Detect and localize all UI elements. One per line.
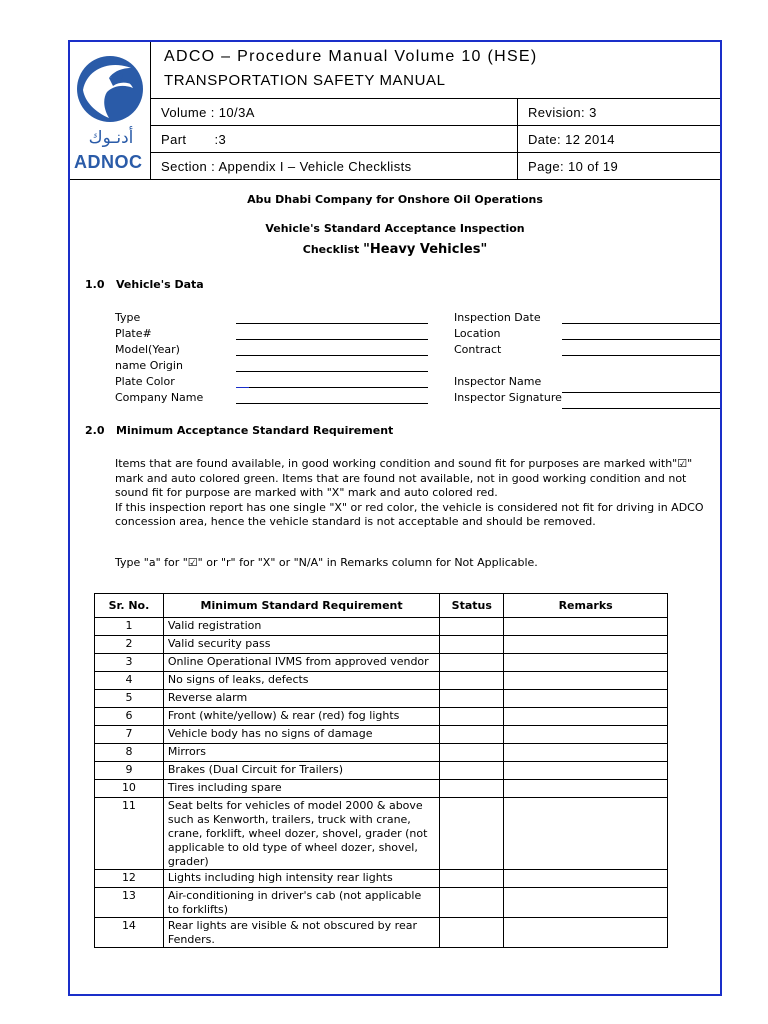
row-sr-number: 5: [95, 690, 164, 708]
checklist-subtitle-main: "Heavy Vehicles": [363, 242, 488, 257]
field-label-type: Type: [115, 311, 141, 324]
header-divider: [150, 98, 720, 99]
table-row: [95, 654, 668, 672]
manual-title: ADCO – Procedure Manual Volume 10 (HSE): [164, 48, 538, 65]
plate-input-line[interactable]: [236, 339, 428, 340]
row-remarks-cell[interactable]: [504, 762, 668, 780]
row-sr-number: 6: [95, 708, 164, 726]
row-requirement: Rear lights are visible & not obscured by rear Fenders.: [163, 918, 439, 948]
row-remarks-cell[interactable]: [504, 672, 668, 690]
row-status-cell[interactable]: [440, 690, 504, 708]
column-header-remarks: Remarks: [504, 594, 668, 618]
table-row: [95, 870, 668, 888]
section-2-title: Minimum Acceptance Standard Requirement: [116, 424, 394, 437]
table-row: [95, 672, 668, 690]
row-remarks-cell[interactable]: [504, 798, 668, 870]
row-remarks-cell[interactable]: [504, 636, 668, 654]
row-requirement: Mirrors: [163, 744, 439, 762]
row-requirement: Valid registration: [163, 618, 439, 636]
field-label-inspector-signature: Inspector Signature: [454, 391, 562, 404]
column-header-requirement: Minimum Standard Requirement: [163, 594, 439, 618]
company-input-line[interactable]: [236, 403, 428, 404]
header-column-divider: [517, 98, 518, 179]
table-row: [95, 636, 668, 654]
row-requirement: Brakes (Dual Circuit for Trailers): [163, 762, 439, 780]
instructions-paragraph: [115, 457, 715, 530]
checklist-body: [95, 618, 668, 948]
section-field: Section : Appendix I – Vehicle Checklists: [161, 159, 412, 174]
page-number-field: Page: 10 of 19: [528, 159, 619, 174]
row-sr-number: 8: [95, 744, 164, 762]
table-row: [95, 690, 668, 708]
row-remarks-cell[interactable]: [504, 726, 668, 744]
section-1-title: Vehicle's Data: [116, 278, 204, 291]
row-sr-number: 13: [95, 888, 164, 918]
row-sr-number: 3: [95, 654, 164, 672]
field-label-contract: Contract: [454, 343, 502, 356]
row-remarks-cell[interactable]: [504, 918, 668, 948]
row-remarks-cell[interactable]: [504, 744, 668, 762]
row-requirement: Online Operational IVMS from approved vendor: [163, 654, 439, 672]
table-row: [95, 798, 668, 870]
row-requirement: Air-conditioning in driver's cab (not applicable to forklifts): [163, 888, 439, 918]
inspection-date-input-line[interactable]: [562, 323, 720, 324]
table-row: [95, 726, 668, 744]
row-status-cell[interactable]: [440, 672, 504, 690]
row-sr-number: 1: [95, 618, 164, 636]
row-requirement: Seat belts for vehicles of model 2000 & above such as Kenworth, trailers, truck with crane, crane, forklift, wheel dozer, shovel, grader (not applicable to old type of wheel dozer, shovel, grader): [163, 798, 439, 870]
field-label-plate-color: Plate Color: [115, 375, 175, 388]
logo-arabic-text: أدنـوك: [88, 128, 134, 148]
contract-input-line[interactable]: [562, 355, 720, 356]
table-row: [95, 744, 668, 762]
field-label-location: Location: [454, 327, 501, 340]
header-divider: [150, 152, 720, 153]
column-header-sr: Sr. No.: [95, 594, 164, 618]
field-label-inspector-name: Inspector Name: [454, 375, 542, 388]
row-status-cell[interactable]: [440, 762, 504, 780]
volume-field: Volume : 10/3A: [161, 105, 255, 120]
row-status-cell[interactable]: [440, 726, 504, 744]
document-page: [68, 40, 722, 996]
row-requirement: Front (white/yellow) & rear (red) fog lights: [163, 708, 439, 726]
row-sr-number: 4: [95, 672, 164, 690]
table-row: [95, 708, 668, 726]
part-field: Part :3: [161, 132, 227, 147]
section-1-number: 1.0: [85, 278, 105, 291]
row-status-cell[interactable]: [440, 798, 504, 870]
row-requirement: Vehicle body has no signs of damage: [163, 726, 439, 744]
checklist-title: Vehicle's Standard Acceptance Inspection: [265, 222, 525, 235]
field-label-origin: name Origin: [115, 359, 183, 372]
company-name: Abu Dhabi Company for Onshore Oil Operations: [247, 193, 543, 206]
inspector-signature-input-line[interactable]: [562, 408, 720, 409]
date-field: Date: 12 2014: [528, 132, 615, 147]
logo-wordmark: ADNOC: [74, 152, 143, 172]
row-status-cell[interactable]: [440, 780, 504, 798]
falcon-logo-icon: [73, 52, 147, 126]
table-row: [95, 618, 668, 636]
row-sr-number: 14: [95, 918, 164, 948]
table-header-row: [95, 594, 668, 618]
inspector-name-input-line[interactable]: [562, 392, 720, 393]
row-remarks-cell[interactable]: [504, 888, 668, 918]
header-divider: [150, 125, 720, 126]
model-input-line[interactable]: [236, 355, 428, 356]
column-header-status: Status: [440, 594, 504, 618]
origin-input-line[interactable]: [236, 371, 428, 372]
table-row: [95, 780, 668, 798]
revision-field: Revision: 3: [528, 105, 597, 120]
inspection-checklist-table: [94, 593, 668, 948]
row-sr-number: 12: [95, 870, 164, 888]
table-row: [95, 762, 668, 780]
row-requirement: Lights including high intensity rear lights: [163, 870, 439, 888]
checklist-subtitle: [70, 238, 720, 257]
row-requirement: Valid security pass: [163, 636, 439, 654]
row-status-cell[interactable]: [440, 870, 504, 888]
row-requirement: Reverse alarm: [163, 690, 439, 708]
manual-subtitle: TRANSPORTATION SAFETY MANUAL: [164, 72, 446, 89]
instructions-typing-note: Type "a" for "☑" or "r" for "X" or "N/A" in Remarks column for Not Applicable.: [115, 556, 538, 569]
row-requirement: Tires including spare: [163, 780, 439, 798]
instructions-rejection: If this inspection report has one single "X" or red color, the vehicle is considered not fit for driving in ADCO concession area, hence the vehicle standard is not acceptable and should be removed.: [115, 500, 704, 528]
row-status-cell[interactable]: [440, 708, 504, 726]
field-label-plate: Plate#: [115, 327, 152, 340]
row-remarks-cell[interactable]: [504, 654, 668, 672]
row-status-cell[interactable]: [440, 636, 504, 654]
section-2-number: 2.0: [85, 424, 105, 437]
table-row: [95, 888, 668, 918]
row-status-cell[interactable]: [440, 618, 504, 636]
row-remarks-cell[interactable]: [504, 780, 668, 798]
checklist-subtitle-prefix: Checklist: [302, 243, 364, 256]
row-sr-number: 2: [95, 636, 164, 654]
plate-color-cursor: [236, 387, 249, 388]
row-sr-number: 9: [95, 762, 164, 780]
field-label-model: Model(Year): [115, 343, 180, 356]
row-remarks-cell[interactable]: [504, 690, 668, 708]
row-status-cell[interactable]: [440, 744, 504, 762]
field-label-inspection-date: Inspection Date: [454, 311, 541, 324]
row-status-cell[interactable]: [440, 654, 504, 672]
row-sr-number: 10: [95, 780, 164, 798]
table-row: [95, 918, 668, 948]
row-remarks-cell[interactable]: [504, 708, 668, 726]
field-label-company: Company Name: [115, 391, 204, 404]
row-status-cell[interactable]: [440, 918, 504, 948]
row-sr-number: 7: [95, 726, 164, 744]
row-remarks-cell[interactable]: [504, 618, 668, 636]
location-input-line[interactable]: [562, 339, 720, 340]
header-divider: [70, 179, 720, 180]
adnoc-logo: [70, 42, 151, 179]
type-input-line[interactable]: [236, 323, 428, 324]
row-status-cell[interactable]: [440, 888, 504, 918]
instructions-marking: Items that are found available, in good working condition and sound fit for purposes are marked with"☑" mark and auto colored green. Items that are found not available, not in good working condition and not sound fit for purpose are marked with "X" mark and auto colored red.: [115, 457, 693, 499]
plate-color-input-line[interactable]: [236, 387, 428, 388]
document-header: [70, 42, 720, 179]
row-sr-number: 11: [95, 798, 164, 870]
row-requirement: No signs of leaks, defects: [163, 672, 439, 690]
row-remarks-cell[interactable]: [504, 870, 668, 888]
